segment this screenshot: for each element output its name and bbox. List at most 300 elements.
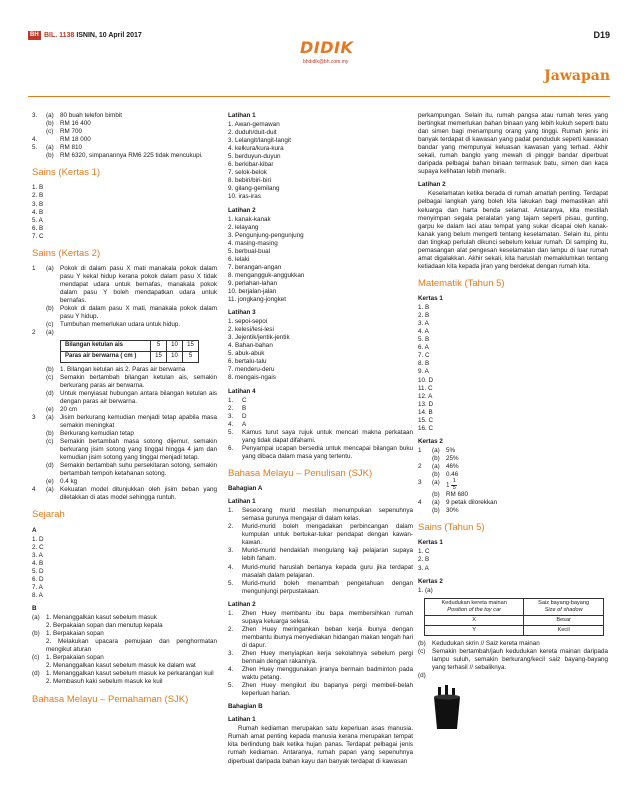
item-number [32,406,46,414]
list-item: 4. B [32,559,44,567]
list-item: 6. A [418,344,429,352]
list-item [32,438,217,462]
list-item [228,626,413,650]
list-item: 9. gilang-gemilang [228,185,280,193]
item-number: 1. [228,507,234,515]
item-sub: (d) [32,670,40,678]
list-item: 1. C [418,548,430,556]
item-number [32,120,46,128]
table-cell: 15 [151,352,167,363]
item-number [418,471,432,479]
table-header [425,598,524,615]
list-item: 2. B [32,192,44,200]
list-item [32,120,217,128]
item-number: 2 [32,329,36,337]
item-number: 2 [418,462,422,470]
list-item: 1. Awan-gemawan [228,121,280,129]
list-item: 10. berjalan-jalan [228,287,277,295]
item-number [32,305,46,321]
list-item [32,670,217,678]
item-number: 3 [418,479,422,487]
bh-badge: BH [30,32,39,38]
list-item: 4. masing-masing [228,239,278,247]
table-row-label: Bilangan ketulan ais [61,341,151,352]
list-item [32,638,217,654]
item-sub [32,638,46,654]
item-sub: (c) [46,128,54,136]
table-cell: Kecil [524,626,604,636]
item-text: 2. Menanggalkan kasut sebelum masuk ke dalam wat [46,662,196,670]
item-text: Jisim berkurang kemudian menjadi tetap apabila masa semakin meningkat [60,413,217,430]
bm-penulisan-heading: Bahasa Melayu – Penulisan (SJK) [228,467,373,479]
list-item [418,463,608,471]
list-item [32,430,217,438]
item-number: 5. [228,428,234,436]
list-item: 1. sepoi-sepoi [228,318,268,326]
item-number: 2. [228,625,234,633]
list-item [32,414,217,430]
list-item [32,112,217,120]
list-item [32,654,217,662]
sains-k2-list-b [32,366,217,503]
matematik-heading: Matematik (Tahun 5) [418,277,505,289]
table-header-text: Saiz bayang-bayang [538,599,590,606]
item-text: 1. Menanggalkan kasut sebelum masuk ke perkarangan kuil [46,670,214,678]
list-item [228,397,413,405]
list-item [32,374,217,390]
list-item: 3. A [418,564,429,572]
list-item: 16. C [418,424,434,432]
pa-latihan-1-list [228,507,413,596]
item-sub: (b) [46,305,54,313]
item-number: 4. [228,420,234,428]
latihan-4-list [228,397,413,461]
list-item [32,152,217,160]
item-sub: (a) [432,479,440,487]
item-number: 1 [32,264,36,272]
list-item: 2. lelayang [228,223,259,231]
item-number: 3. [228,547,234,555]
item-text: D [242,412,247,420]
item-number [32,438,46,462]
shadow-table [424,598,604,637]
list-item [228,682,413,698]
list-item: 4. B [32,208,44,216]
list-item: 6. B [32,224,44,232]
item-number: 3 [32,413,36,421]
item-text: RM 700 [60,128,83,136]
item-number: 1. [228,609,234,617]
list-item: 3. Jejentik/jentik-jentik [228,334,290,342]
item-sub [32,662,46,670]
item-sub: (b) [432,507,440,515]
list-item [228,507,413,523]
item-text: 2. Berpakaian sopan dan menutup kepala [46,622,163,630]
list-item [32,478,217,486]
list-item: 3. A [418,320,429,328]
bm-pemahaman-heading: Bahasa Melayu – Pemahaman (SJK) [32,693,189,705]
item-number [32,430,46,438]
list-item [228,421,413,429]
item-number: 1 [418,446,422,454]
sains-k2-q1a-label: 1. (a) [418,586,433,594]
list-item: 6. bertalu-talu [228,358,267,366]
sains-k2-rest [418,640,608,680]
item-sub: (b) [432,491,440,499]
sains-k1-heading: Sains (Kertas 1) [32,167,101,179]
list-item: 5. A [32,216,43,224]
list-item: 2. kelesi/lesi-lesi [228,326,274,334]
list-item [32,622,217,630]
fraction [451,479,457,491]
item-text: 9 petak dilorekkan [446,499,498,507]
item-text: Semakin bertambah masa sotong dijemur, semakin berkurang jisim sotong yang tinggal hingga 4 jam dan kemudian jisim sotong yang tinggal menjadi tetap. [60,438,217,462]
sejarah-a-list [32,536,217,600]
list-item: 2. duduh/duit-duit [228,129,277,137]
pa-latihan-1-heading: Latihan 1 [228,498,256,506]
item-sub: (b) [432,471,440,479]
list-item: 5. D [32,567,44,575]
table-row-label: Paras air berwarna ( cm ) [61,352,151,363]
list-item [228,445,413,461]
item-sub: (c) [46,438,54,446]
latihan-3-list [228,318,413,382]
fraction-whole: 1 [446,481,450,489]
column-3 [418,112,608,734]
list-item [418,491,608,499]
list-item: 3. B [32,200,44,208]
item-number: 3. [228,649,234,657]
item-number: 5. [32,144,38,152]
item-number: 6. [228,444,234,452]
latihan-1-list [228,121,413,201]
sejarah-heading: Sejarah [32,509,65,521]
item-text: 25% [446,454,459,462]
list-item [32,265,217,305]
item-text: Pokok di dalam pasu X mati, manakala pokok dalam pasu Y hidup. [60,305,217,321]
item-text: Murid-murid boleh menambah pengetahuan dengan mengunjungi perpustakaan. [242,579,413,595]
item-text: RM 680 [446,491,469,499]
bahagian-b-heading: Bahagian B [228,703,263,711]
list-item: 7. C [32,232,44,240]
list-item: 1. B [418,304,430,312]
list-item [228,429,413,445]
list-item: 8. bebiri/biri-biri [228,177,272,185]
mat-kertas-2-heading: Kertas 2 [418,437,443,445]
item-sub: (c) [46,373,54,381]
item-number [32,478,46,486]
list-item [32,305,217,321]
list-item: 2. C [32,543,44,551]
item-text: C [242,396,247,404]
sains-k1-list [32,184,217,240]
item-text [60,329,217,337]
item-sub: (a) [46,486,54,494]
item-text: Berkurang kemudian tetap [60,430,134,438]
mat-kertas-1-heading: Kertas 1 [418,295,443,303]
list-item: 9. A [418,368,429,376]
list-item: 5. berbual-bual [228,247,271,255]
item-sub: (a) [46,264,54,272]
item-text: 20 cm [60,405,78,413]
item-number: 1. [228,396,234,404]
list-item: 5. abuk-abuk [228,350,265,358]
list-item: 5. B [418,336,430,344]
item-number [418,507,432,515]
fraction-denominator: 5 [452,484,456,491]
item-sub: (b) [46,365,54,373]
pencil-cup-illustration [430,685,464,731]
item-text: Penyampai ucapan bersedia untuk mencapai bilangan buku yang dibaca dalam masa yang tertentu. [242,444,413,460]
list-item [32,614,217,622]
table-cell: Y [425,626,524,636]
item-number: 2. [228,404,234,412]
list-item: 4. Bahan-bahan [228,342,273,350]
item-text: 0.46 [446,471,459,479]
pb-latihan-1-heading: Latihan 1 [228,716,256,724]
list-item: 7. C [418,352,430,360]
math-answers-top [32,112,217,160]
essay-continuation: perkampungan. Selain itu, rumah pangsa atau rumah teres yang bertingkat memerlukan bahan binaan yang lebih kukuh seperti batu dan simen bagi menampung orang yang tinggi. Rumah jenis ini banyak terdapat di kawasan yang padat penduduk seperti kawasan bandar yang mempunyai keluasan kawasan yang terhad. Akhir sekali, rumah banglo yang mewah di pinggir bandar diperbuat daripada pelbagai bahan binaan termasuk batu, simen dan kaca supaya kelihatan lebih menarik. [418,112,608,176]
list-item [32,136,217,144]
list-item [418,479,608,491]
list-item [228,650,413,666]
item-number [32,390,46,406]
item-sub: (d) [46,389,54,397]
mat-kertas-2-rest [418,491,608,515]
latihan-4-heading: Latihan 4 [228,387,256,395]
item-sub [46,136,60,144]
sejarah-a-label: A [32,526,37,534]
list-item [228,610,413,626]
list-item: 7. selok-belok [228,169,267,177]
list-item: 12. A [418,392,433,400]
table-cell: Besar [524,615,604,625]
item-text: 30% [446,507,459,515]
list-item: 5. berduyun-duyun [228,153,281,161]
didik-logo: DIDIK [300,38,354,57]
item-text: 1. Bilangan ketulan ais 2. Paras air berwarna [60,365,186,373]
list-item [32,486,217,502]
list-item: 6. berkibar-kibar [228,161,274,169]
list-item [228,405,413,413]
item-sub: (c) [418,648,426,656]
fraction-numerator: 1 [452,478,456,485]
item-text: 0.4 kg [60,478,78,486]
list-item: 4. kelkura/kura-kura [228,145,284,153]
item-number [32,152,46,160]
item-text: Semakin bertambah suhu persekitaran sotong, semakin bertambah tempoh ketahanan sotong. [60,462,217,478]
list-item [32,678,217,686]
item-text: Zhen Huey meringankan beban kerja ibunya dengan membantu ibunya menyediakan hidangan makan tengah hari di dapur. [242,625,413,649]
item-sub [32,678,46,686]
item-sub: (a) [46,112,54,119]
list-item [418,499,608,507]
item-text: Semakin bertambah bilangan ketulan ais, semakin berkurang paras air berwarna. [60,373,217,389]
list-item: 9. perlahan-lahan [228,279,278,287]
table-header-en: Size of shadow [544,606,583,613]
item-number [418,491,432,499]
sains-tahun5-heading: Sains (Tahun 5) [418,522,485,534]
item-number [32,128,46,136]
item-number [418,455,432,463]
item-sub: (a) [432,446,440,454]
latihan-2-essay-text: Keselamatan ketika berada di rumah amatlah penting. Terdapat pelbagai langkah yang boleh kita lakukan bagi memastikan ahli keluarga dan harta benda selamat. Antaranya, kita mestilah menyimpan segala peralatan yang tajam seperti pisau, gunting, garpu ke dalam laci atau tempat yang sukar dicapai oleh kanak-kanak yang belum mengerti tentang keselamatan. Selain itu, pintu dan tingkap perlulah dikunci sebelum keluar rumah. Di samping itu, pemasangan alat pengesan keselamatan dan lampu di luar rumah amat digalakkan. Akhir sekali, kita haruslah memaklumkan tentang ketiadaan kita kepada jiran yang berdekat dengan rumah kita. [418,190,608,270]
item-number: 4. [228,563,234,571]
mat-kertas-1-list [418,304,608,433]
latihan-2-list [228,216,413,305]
list-item: 8. mengais-ngais [228,374,276,382]
list-item: 3. Pengunjung-pengunjung [228,231,304,239]
latihan-3-heading: Latihan 3 [228,309,256,317]
item-text: Untuk menyiasat hubungan antara bilangan ketulan ais dengan paras air berwarna. [60,389,217,405]
list-item: 4. A [418,328,429,336]
item-text: RM 16 400 [60,120,91,128]
item-text: Semakin bertambah/jauh kedudukan kereta mainan daripada lampu suluh, semakin berkurang/kecil saiz bayang-bayang yang terhasil // sebaliknya. [432,648,608,672]
item-sub: (c) [32,654,40,662]
item-sub: (e) [46,405,54,413]
item-text: 1. Berpakaian sopan [46,630,104,638]
table-cell: 15 [183,341,199,352]
list-item [32,321,217,329]
item-number [32,374,46,390]
list-item: 14. B [418,408,433,416]
item-sub: (e) [46,478,54,486]
list-item: 10. iras-iras [228,193,261,201]
item-text: Kekuatan model ditunjukkan oleh jisim beban yang diletakkan di atas model sehingga runtuh. [60,486,217,502]
list-item [32,406,217,414]
list-item [228,413,413,421]
item-text: Seseorang murid mestilah menumpukan sepenuhnya semasa gurunya mengajar di dalam kelas. [242,507,413,523]
list-item [418,507,608,515]
item-number [32,321,46,329]
item-text: A [242,420,247,428]
list-item: 6. D [32,575,44,583]
item-text: Zhen Huey menggunakan jiranya bermain badminton pada waktu petang. [242,666,413,682]
list-item: 8. mengangguk-anggukkan [228,271,305,279]
item-text: 2. Melakukan upacara pemujaan dan penghormatan mengikut aturan [46,638,217,654]
item-text: Kamus turut saya rujuk untuk mencari makna perkataan yang tidak dapat difahami. [242,428,413,444]
table-header-text: Kedudukan kereta mainan [441,599,507,606]
latihan-2-essay-heading: Latihan 2 [418,181,446,189]
item-text: 2. Membasuh kaki sebelum masuk ke kuil [46,678,163,686]
item-number: 3. [32,112,38,119]
latihan-1-heading: Latihan 1 [228,112,256,119]
sains-kertas-1-list [418,548,608,572]
item-text [432,672,608,680]
list-item [228,564,413,580]
item-number: 5. [228,579,234,587]
item-text: Murid-murid hendaklah mengulang kaji pelajaran supaya lebih faham. [242,547,413,563]
table-cell: 5 [183,352,199,363]
item-text: Pokok di dalam pasu X mati manakala pokok dalam pasu Y kekal hidup kerana pokok dalam pasu X tidak mendapat udara untuk bernafas, manakala pokok dalam pasu Y boleh mendapatkan udara untuk bernafas. [60,264,217,305]
list-item [32,390,217,406]
item-text: Kedudukan skrin // Saiz kereta mainan [432,640,540,648]
table-cell: 5 [151,341,167,352]
item-sub: (a) [432,499,440,507]
fraction-answer [446,479,608,491]
pa-latihan-2-heading: Latihan 2 [228,600,256,608]
section-title: Jawapan [544,68,610,84]
item-sub: (d) [46,462,54,470]
item-number: 5. [228,682,234,690]
item-sub: (a) [432,462,440,470]
sejarah-b-label: B [32,605,37,613]
email-link[interactable]: bhdidik@bh.com.my [303,59,349,65]
list-item [418,447,608,455]
item-text: RM 810 [60,144,83,152]
item-number [32,366,46,374]
item-text: Zhen Huey mengikut ibu bapanya pergi membeli-belah keperluan harian. [242,682,413,698]
list-item: 2. B [418,556,430,564]
item-sub: (b) [46,152,54,160]
item-number: 3. [228,412,234,420]
item-text: Zhen Huey menyiapkan kerja sekolahnya sebelum pergi bermain dengan rakannya. [242,649,413,666]
item-text: B [242,404,247,412]
item-sub: (a) [32,614,40,622]
list-item: 1. kanak-kanak [228,215,271,223]
item-number: 2. [228,523,234,531]
list-item [228,523,413,547]
list-item [32,662,217,670]
list-item [32,144,217,152]
sains-k2-heading: Sains (Kertas 2) [32,247,101,259]
item-text: 80 buah telefon bimbit [60,112,122,119]
item-sub: (b) [432,454,440,462]
list-item: 6. lelaki [228,255,250,263]
item-text: 46% [446,462,459,470]
item-text: Zhen Huey membantu ibu bapa membersihkan rumah supaya keluarga selesa. [242,609,413,625]
item-sub: (c) [46,321,54,329]
list-item [418,471,608,479]
column-1 [32,112,217,711]
latihan-2-heading: Latihan 2 [228,206,256,214]
table-cell: X [425,615,524,625]
item-number [32,462,46,478]
item-text: 1. Menanggalkan kasut sebelum masuk [46,614,157,622]
list-item: 1. D [32,535,44,543]
bahagian-a-heading: Bahagian A [228,485,263,493]
item-text: RM 6320, simpanannya RM6 225 tidak mencukupi. [60,152,203,160]
list-item: 8. A [32,592,43,600]
pa-latihan-2-list [228,610,413,699]
issue-line [44,31,142,40]
list-item [228,666,413,682]
list-item [32,366,217,374]
list-item: 15. C [418,416,434,424]
ice-table [60,340,199,362]
list-item: 7. berangan-angan [228,263,282,271]
item-text: Murid-murid haruslah bertanya kepada guru jika terdapat masalah dalam pelajaran. [242,563,413,579]
pb-latihan-1-text: Rumah kediaman merupakan satu keperluan asas manusia. Rumah amat penting kepada manusia kerana merupakan tempat kita berlindung baik ketika hujan panas. Terdapat pelbagai jenis rumah kediaman. Antaranya, rumah papan yang sepenuhnya diperbuat daripada bahan kayu dan banyak terdapat di kawasan [228,725,413,765]
page-number: D19 [593,30,610,40]
item-sub: (b) [46,430,54,438]
table-header-en: Position of the toy car [447,606,502,613]
item-sub: (b) [46,120,54,128]
list-item [418,648,608,672]
list-item [418,455,608,463]
list-item: 11. jongkang-jongket [228,296,286,304]
item-text: 5% [446,446,456,454]
list-item: 11. C [418,384,433,392]
item-sub: (b) [418,640,426,648]
item-number: 4. [32,136,38,144]
list-item [418,640,608,648]
sejarah-b-list [32,614,217,686]
item-text: RM 18 000 [60,136,91,144]
list-item [418,672,608,680]
list-item: 10. D [418,376,434,384]
